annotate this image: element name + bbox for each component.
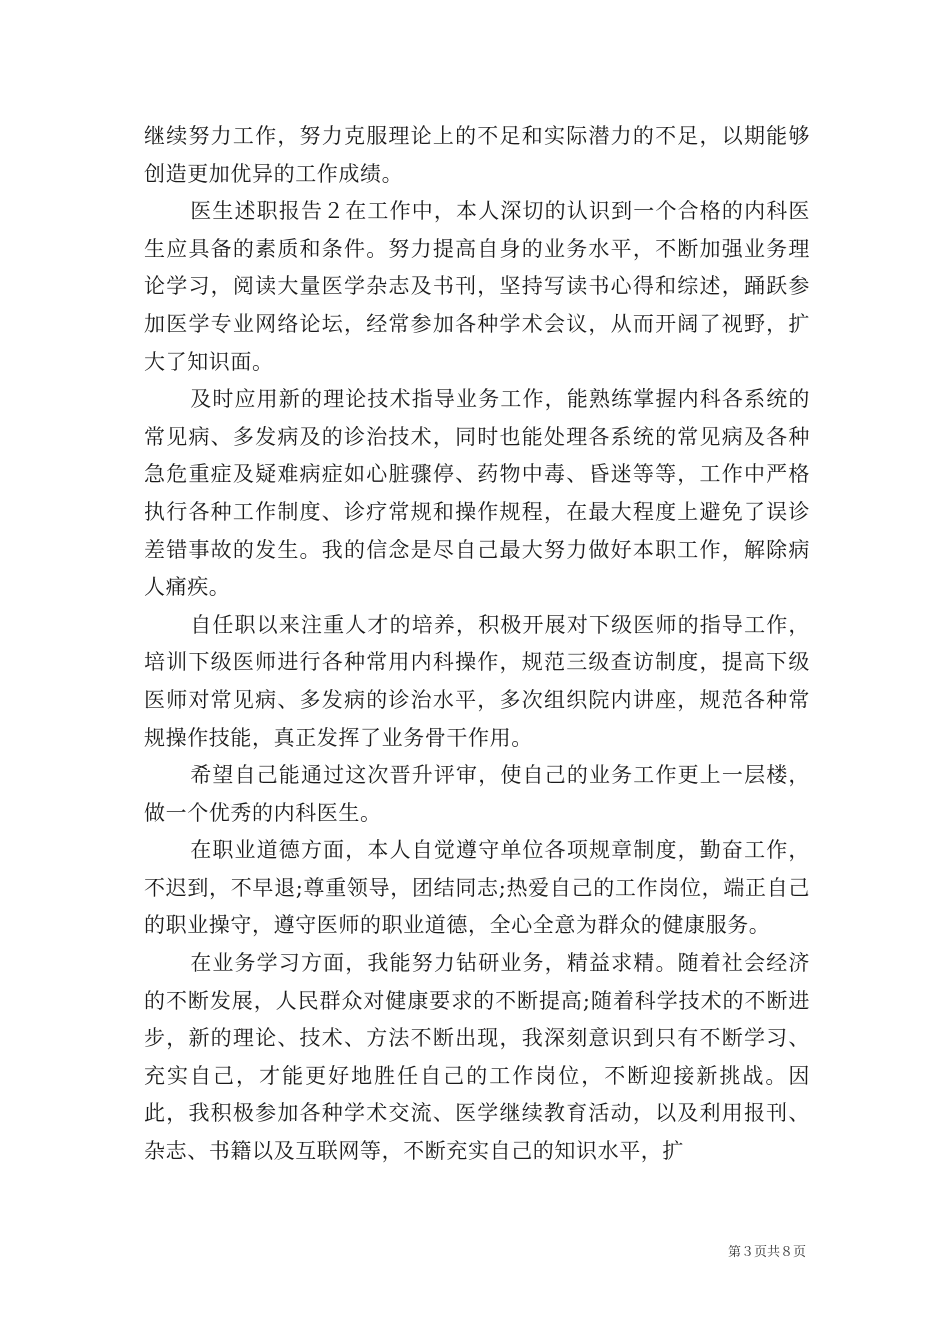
paragraph-2: 医生述职报告２在工作中，本人深切的认识到一个合格的内科医生应具备的素质和条件。努力提高自身的业务水平，不断加强业务理论学习，阅读大量医学杂志及书刊，坚持写读书心得和综述，踊跃参加医学专业网络论坛，经常参加各种学术会议，从而开阔了视野，扩大了知识面。 <box>144 199 810 374</box>
page-number-footer: 第３页共８页 <box>727 1245 806 1260</box>
paragraph-3: 及时应用新的理论技术指导业务工作，能熟练掌握内科各系统的常见病、多发病及的诊治技术，同时也能处理各系统的常见病及各种急危重症及疑难病症如心脏骤停、药物中毒、昏迷等等，工作中严格执行各种工作制度、诊疗常规和操作规程，在最大程度上避免了误诊差错事故的发生。我的信念是尽自己最大努力做好本职工作，解除病人痛疾。 <box>144 387 810 600</box>
document-body <box>144 118 810 1171</box>
paragraph-5: 希望自己能通过这次晋升评审，使自己的业务工作更上一层楼，做一个优秀的内科医生。 <box>144 763 810 825</box>
paragraph-4: 自任职以来注重人才的培养，积极开展对下级医师的指导工作，培训下级医师进行各种常用内科操作，规范三级查访制度，提高下级医师对常见病、多发病的诊治水平，多次组织院内讲座，规范各种常规操作技能，真正发挥了业务骨干作用。 <box>144 612 810 750</box>
paragraph-6: 在职业道德方面，本人自觉遵守单位各项规章制度，勤奋工作，不迟到，不早退;尊重领导，团结同志;热爱自己的工作岗位，端正自己的职业操守，遵守医师的职业道德，全心全意为群众的健康服务。 <box>144 838 810 938</box>
paragraph-1: 继续努力工作，努力克服理论上的不足和实际潜力的不足，以期能够创造更加优异的工作成绩。 <box>144 124 810 186</box>
paragraph-7: 在业务学习方面，我能努力钻研业务，精益求精。随着社会经济的不断发展，人民群众对健康要求的不断提高;随着科学技术的不断进步，新的理论、技术、方法不断出现，我深刻意识到只有不断学习、充实自己，才能更好地胜任自己的工作岗位，不断迎接新挑战。因此，我积极参加各种学术交流、医学继续教育活动，以及利用报刊、杂志、书籍以及互联网等，不断充实自己的知识水平，扩 <box>144 951 810 1164</box>
